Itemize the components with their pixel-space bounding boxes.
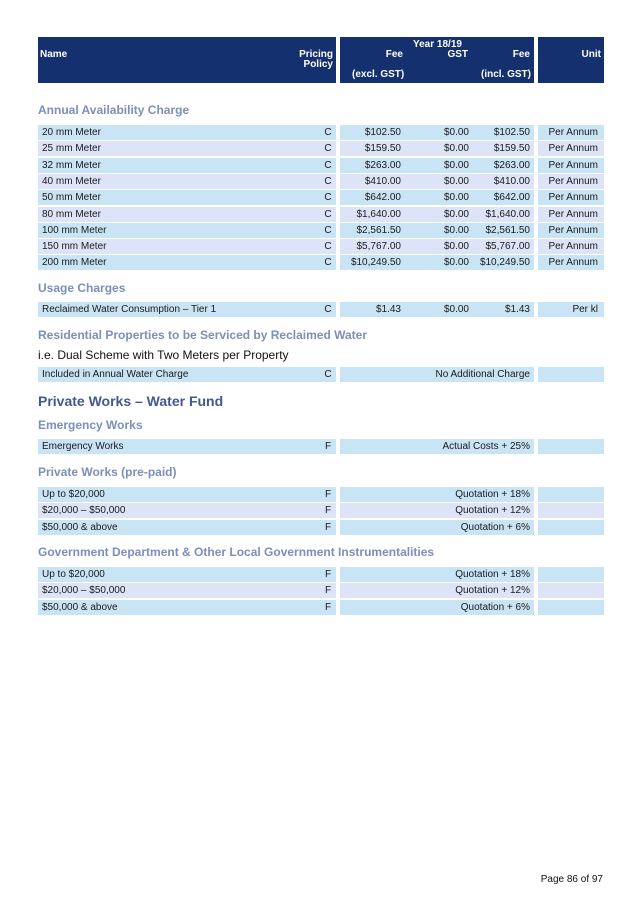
cell-policy: C [324,304,332,315]
cell-fee: $102.50 [364,127,401,138]
cell-policy: C [324,192,332,204]
section-government: Government Department & Other Local Government Instrumentalities [38,545,435,559]
row-cell-bg [538,583,604,598]
table-row [0,367,641,383]
cell-policy: C [324,159,332,171]
table-row [0,223,641,239]
header-fee-incl-label: Fee [512,49,530,60]
table-header-year [340,37,534,83]
cell-unit: Per Annum [548,241,598,253]
table-row [0,567,641,583]
cell-policy: F [324,521,332,533]
header-unit-label: Unit [581,49,601,60]
section-usage-charges: Usage Charges [38,281,126,295]
cell-policy: C [324,224,332,236]
cell-merged: Quotation + 18% [455,489,530,500]
table-row [0,439,641,455]
cell-fee-incl: $410.00 [493,175,530,187]
cell-policy: C [324,175,332,187]
cell-policy: C [324,241,332,253]
cell-gst: $0.00 [443,159,469,171]
header-name-label: Name [40,49,68,60]
section-residential: Residential Properties to be Serviced by Reclaimed Water [38,328,368,342]
cell-merged: No Additional Charge [435,369,530,380]
header-excl-label: (excl. GST) [352,69,405,80]
cell-name: 25 mm Meter [42,143,101,155]
section-annual-availability: Annual Availability Charge [38,103,190,117]
cell-name: Up to $20,000 [42,569,105,580]
cell-name: 150 mm Meter [42,241,107,253]
cell-policy: F [324,441,332,452]
cell-merged: Quotation + 12% [455,585,530,597]
cell-fee: $410.00 [364,175,401,187]
cell-policy: C [324,369,332,380]
cell-fee: $10,249.50 [350,257,401,269]
cell-policy: C [324,127,332,138]
cell-fee-incl: $1,640.00 [485,208,530,220]
cell-unit: Per Annum [548,208,598,220]
cell-name: Included in Annual Water Charge [42,369,189,380]
cell-gst: $0.00 [443,257,469,269]
cell-fee: $1,640.00 [356,208,401,220]
cell-name: 200 mm Meter [42,257,107,269]
cell-unit: Per Annum [548,224,598,236]
page-number: Page 86 of 97 [540,874,603,885]
table-row [0,141,641,157]
cell-policy: F [324,489,332,500]
cell-name: 80 mm Meter [42,208,101,220]
cell-policy: F [324,505,332,517]
section-private-works-fund: Private Works – Water Fund [38,393,224,409]
header-fee-label: Fee [385,49,403,60]
cell-fee-incl: $642.00 [493,192,530,204]
cell-name: Reclaimed Water Consumption – Tier 1 [42,304,217,315]
cell-name: $20,000 – $50,000 [42,505,126,517]
table-row [0,503,641,519]
table-row [0,207,641,223]
cell-merged: Quotation + 6% [460,521,530,533]
header-gst-label: GST [447,49,468,60]
cell-fee: $263.00 [364,159,401,171]
table-row [0,487,641,503]
header-pricing-label: Pricing [299,49,333,60]
table-row [0,158,641,174]
header-incl-label: (incl. GST) [481,69,531,80]
table-header-unit [538,37,604,83]
cell-policy: C [324,143,332,155]
cell-gst: $0.00 [443,304,469,315]
table-row [0,520,641,536]
cell-gst: $0.00 [443,175,469,187]
row-cell-bg [538,439,604,454]
cell-fee-incl: $263.00 [493,159,530,171]
cell-fee-incl: $5,767.00 [485,241,530,253]
cell-fee: $5,767.00 [356,241,401,253]
residential-note: i.e. Dual Scheme with Two Meters per Property [38,348,289,362]
table-row [0,174,641,190]
cell-gst: $0.00 [443,143,469,155]
table-row [0,255,641,271]
header-policy-label: Policy [303,59,333,70]
cell-fee-incl: $159.50 [493,143,530,155]
cell-policy: F [324,601,332,613]
cell-unit: Per Annum [548,143,598,155]
cell-name: 40 mm Meter [42,175,101,187]
section-emergency-works: Emergency Works [38,418,143,432]
cell-fee: $642.00 [364,192,401,204]
cell-gst: $0.00 [443,127,469,138]
row-cell-bg [538,520,604,535]
cell-name: $50,000 & above [42,521,118,533]
row-cell-bg [538,367,604,382]
table-row [0,600,641,616]
cell-name: $50,000 & above [42,601,118,613]
cell-gst: $0.00 [443,192,469,204]
cell-fee: $1.43 [375,304,401,315]
cell-unit: Per Annum [548,192,598,204]
table-header-name [38,37,336,83]
table-row [0,190,641,206]
cell-unit: Per Annum [548,127,598,138]
cell-gst: $0.00 [443,224,469,236]
cell-name: Up to $20,000 [42,489,105,500]
cell-unit: Per Annum [548,257,598,269]
cell-name: $20,000 – $50,000 [42,585,126,597]
table-row [0,583,641,599]
table-row [0,239,641,255]
row-cell-bg [538,503,604,518]
cell-policy: F [324,569,332,580]
cell-name: Emergency Works [42,441,124,452]
cell-name: 50 mm Meter [42,192,101,204]
row-cell-bg [538,567,604,582]
cell-merged: Actual Costs + 25% [442,441,530,452]
cell-fee-incl: $2,561.50 [485,224,530,236]
cell-gst: $0.00 [443,241,469,253]
row-cell-bg [538,600,604,615]
cell-name: 100 mm Meter [42,224,107,236]
cell-unit: Per Annum [548,159,598,171]
table-row [0,302,641,318]
table-row [0,125,641,141]
cell-policy: F [324,585,332,597]
cell-unit: Per kl [572,304,598,315]
section-private-works-prepaid: Private Works (pre-paid) [38,465,177,479]
cell-name: 32 mm Meter [42,159,101,171]
cell-merged: Quotation + 6% [460,601,530,613]
cell-fee: $159.50 [364,143,401,155]
cell-fee: $2,561.50 [356,224,401,236]
cell-policy: C [324,257,332,269]
cell-merged: Quotation + 18% [455,569,530,580]
cell-name: 20 mm Meter [42,127,101,138]
header-year-label: Year 18/19 [413,39,462,50]
cell-fee-incl: $1.43 [504,304,530,315]
cell-merged: Quotation + 12% [455,505,530,517]
cell-policy: C [324,208,332,220]
cell-unit: Per Annum [548,175,598,187]
cell-fee-incl: $102.50 [493,127,530,138]
cell-gst: $0.00 [443,208,469,220]
row-cell-bg [538,487,604,502]
cell-fee-incl: $10,249.50 [479,257,530,269]
